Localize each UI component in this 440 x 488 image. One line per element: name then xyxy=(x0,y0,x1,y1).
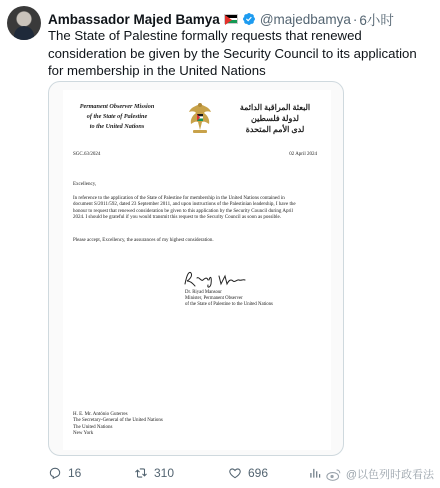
reply-count: 16 xyxy=(68,466,82,480)
letter-page xyxy=(63,90,331,450)
display-name[interactable]: Ambassador Majed Bamya xyxy=(48,11,220,27)
letterhead-line: لدولة فلسطين xyxy=(251,114,299,123)
letter-reference: SGC.63/2024 xyxy=(73,152,101,157)
like-button[interactable] xyxy=(228,464,268,482)
attached-letter-image[interactable] xyxy=(48,81,344,456)
letter-body: In reference to the application of the State of Palestine for membership in the United Nations contained in document S/2011/592, dated 23 September 2011, and upon instructions of the Palestinian leadership, I have the honour to request that renewed consideration be given to this application by the Security Council during April 2024. I should be grateful if you would transmit this request to the Security Council as soon as possible. xyxy=(73,196,296,221)
letterhead-line: Permanent Observer Mission xyxy=(79,103,155,110)
letterhead-line: البعثة المراقبة الدائمة xyxy=(239,103,311,112)
palestine-flag-icon xyxy=(224,14,238,24)
verified-badge-icon xyxy=(242,12,256,26)
retweet-icon xyxy=(134,466,148,480)
signer-line: of the State of Palestine to the United Nations xyxy=(185,301,273,307)
letter-date: 02 April 2024 xyxy=(289,152,317,157)
letterhead-line: to the United Nations xyxy=(89,123,145,130)
weibo-logo-icon xyxy=(326,468,342,481)
avatar[interactable] xyxy=(7,6,41,40)
signer-line: Dr. Riyad Mansour xyxy=(185,290,222,295)
views-button[interactable] xyxy=(308,464,322,482)
user-handle[interactable]: @majedbamya xyxy=(259,11,351,27)
reply-button[interactable] xyxy=(48,464,81,482)
timestamp[interactable]: 6小时 xyxy=(359,13,394,28)
letterhead-line: لدى الأمم المتحدة xyxy=(245,125,305,134)
palestine-emblem-icon xyxy=(187,100,213,136)
like-count: 696 xyxy=(248,466,269,480)
watermark-text: @以色列时政看法 xyxy=(345,469,434,481)
tweet-text: The State of Palestine formally requests that renewed consideration be given by the Security Council to its application for membership in the United Nations xyxy=(48,28,417,78)
reply-icon xyxy=(48,466,62,480)
letter-salutation: Excellency, xyxy=(73,182,97,187)
analytics-icon xyxy=(308,466,322,480)
watermark xyxy=(326,466,434,482)
addressee-line: H. E. Mr. António Guterres xyxy=(73,412,128,417)
retweet-button[interactable] xyxy=(134,464,174,482)
letter-addressee xyxy=(73,412,163,438)
retweet-count: 310 xyxy=(154,466,175,480)
addressee-line: New York xyxy=(73,431,94,437)
handwritten-signature-icon xyxy=(181,268,251,290)
letter-signer xyxy=(185,290,315,307)
addressee-line: The Secretary-General of the United Nations xyxy=(73,418,163,424)
separator-dot: · xyxy=(352,11,358,27)
letterhead-english xyxy=(71,102,163,132)
addressee-line: The United Nations xyxy=(73,424,113,430)
letterhead-line: of the State of Palestine xyxy=(86,113,148,120)
tweet-header xyxy=(48,10,432,28)
heart-icon xyxy=(228,466,242,480)
letterhead-arabic xyxy=(233,102,317,135)
signer-line: Minister, Permanent Observer xyxy=(185,295,243,301)
letter-closing: Please accept, Excellency, the assurances of my highest consideration. xyxy=(73,238,214,243)
